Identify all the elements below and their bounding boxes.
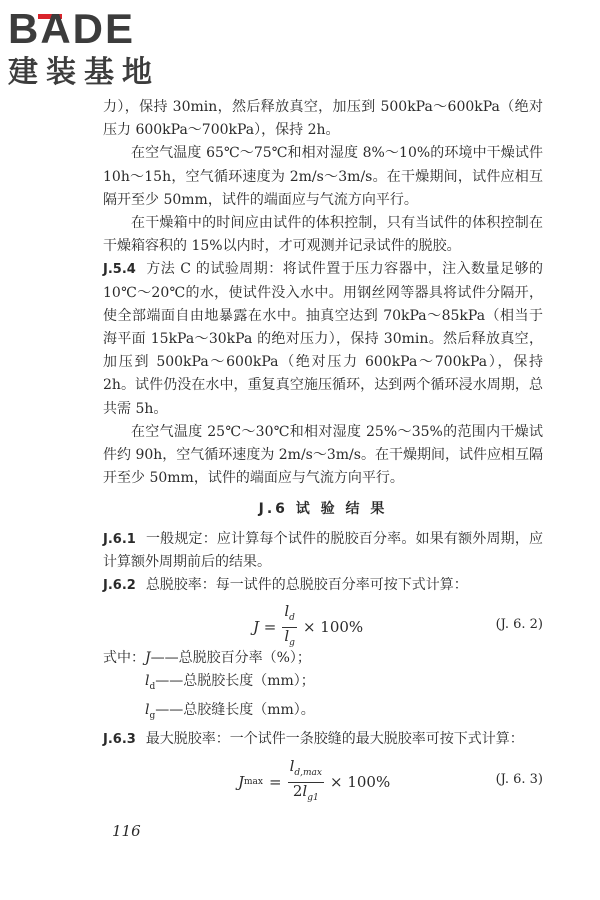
fraction-denominator <box>284 628 295 652</box>
page-number: 116 <box>112 822 141 840</box>
formula-j62 <box>103 601 543 649</box>
fraction-denominator <box>293 783 319 807</box>
formula-lhs: J = <box>253 618 277 637</box>
where-line-2 <box>103 670 543 699</box>
paragraph-3: 在干燥箱中的时间应由试件的体积控制，只有当试件的体积控制在干燥箱容积的 15%以内时，才可观测并记录试件的脱胶。 <box>103 215 543 255</box>
clause-j54 <box>103 258 543 420</box>
fraction-numerator <box>288 758 324 783</box>
formula-equals: = <box>269 772 282 791</box>
where-symbol: l <box>145 673 150 690</box>
clause-j63 <box>103 728 543 751</box>
formula-rhs: × 100% <box>302 618 364 637</box>
clause-number: J.6.1 <box>103 531 136 547</box>
fraction-numerator <box>282 603 297 628</box>
paragraph-1: 力），保持 30min，然后释放真空，加压到 500kPa～600kPa（绝对压力 600kPa～700kPa），保持 2h。 <box>103 99 543 139</box>
formula-fraction <box>282 603 297 652</box>
formula-j63 <box>103 756 543 803</box>
section-title: J.6 试 验 结 果 <box>258 501 388 518</box>
denominator-coef: 2 <box>292 781 303 800</box>
clause-text: 总脱胶率：每一试件的总脱胶百分率可按下式计算： <box>145 577 468 594</box>
paragraph-5: 在空气温度 25℃～30℃和相对湿度 25%～35%的范围内干燥试件约 90h，空气循环速度为 2m/s～3m/s。在干燥期间，试件应相互隔开至少 50mm，试件的端面应与气流方向平行。 <box>103 423 543 487</box>
where-intro: 式中： <box>103 650 145 667</box>
formula-fraction <box>288 758 324 807</box>
clause-number: J.5.4 <box>103 262 136 278</box>
numerator-var: l <box>284 602 290 621</box>
clause-j61 <box>103 528 543 574</box>
denominator-var: l <box>284 627 290 646</box>
formula-expression <box>253 603 363 652</box>
denominator-sub: g1 <box>307 792 319 803</box>
logo-text-cn: 建装基地 <box>8 55 160 90</box>
clause-number: J.6.2 <box>103 578 136 594</box>
denominator-sub: g <box>289 638 295 649</box>
numerator-var: l <box>289 756 295 775</box>
denominator-var: l <box>302 781 308 800</box>
where-symbol: J <box>145 650 151 667</box>
clause-text: 方法 C 的试验周期：将试件置于压力容器中，注入数量足够的 10℃～20℃的水，使试件没入水中。用钢丝网等器具将试件分隔开，使全部端面自由地暴露在水中。抽真空达到 70kPa～85kPa（相当于海平面 15kPa～30kPa 的绝对压力），保持 30min。然后释放真空，加压到 500kPa～600kPa（绝对压力 600kPa～700kPa），保持 2h。试件仍没在水中，重复真空施压循环，达到两个循环浸水周期，总共需 5h。 <box>103 261 543 417</box>
formula-label: (J. 6. 2) <box>495 617 543 633</box>
where-desc: ——总脱胶长度（mm）； <box>155 673 315 690</box>
logo <box>8 6 178 96</box>
clause-text: 最大脱胶率：一个试件一条胶缝的最大脱胶率可按下式计算： <box>145 731 524 748</box>
where-desc: ——总胶缝长度（mm）。 <box>155 702 315 719</box>
numerator-sub: d,max <box>294 767 322 778</box>
formula-rhs: × 100% <box>330 772 391 791</box>
where-symbol-sub: d <box>149 682 156 693</box>
clause-text: 一般规定：应计算每个试件的脱胶百分率。如果有额外周期，应计算额外周期前后的结果。 <box>103 530 543 570</box>
where-symbol: l <box>145 702 150 719</box>
paragraph-2: 在空气温度 65℃～75℃和相对湿度 8%～10%的环境中干燥试件 10h～15h，空气循环速度为 2m/s～3m/s。在干燥期间，试件应相互隔开至少 50mm，试件的端面应与气流方向平行。 <box>103 145 543 208</box>
where-symbol-sub: g <box>149 711 156 722</box>
numerator-sub: d <box>289 613 295 624</box>
page-content <box>103 96 543 802</box>
where-line-3 <box>103 699 543 728</box>
clause-number: J.6.3 <box>103 732 136 748</box>
formula-label: (J. 6. 3) <box>495 771 543 787</box>
clause-j62 <box>103 574 543 597</box>
logo-text-en: BADE <box>8 5 136 52</box>
where-desc: ——总脱胶百分率（%）； <box>150 650 311 667</box>
formula-lhs-sub: max <box>244 776 263 787</box>
formula-expression <box>238 758 390 807</box>
formula-lhs-var: J <box>238 772 245 791</box>
